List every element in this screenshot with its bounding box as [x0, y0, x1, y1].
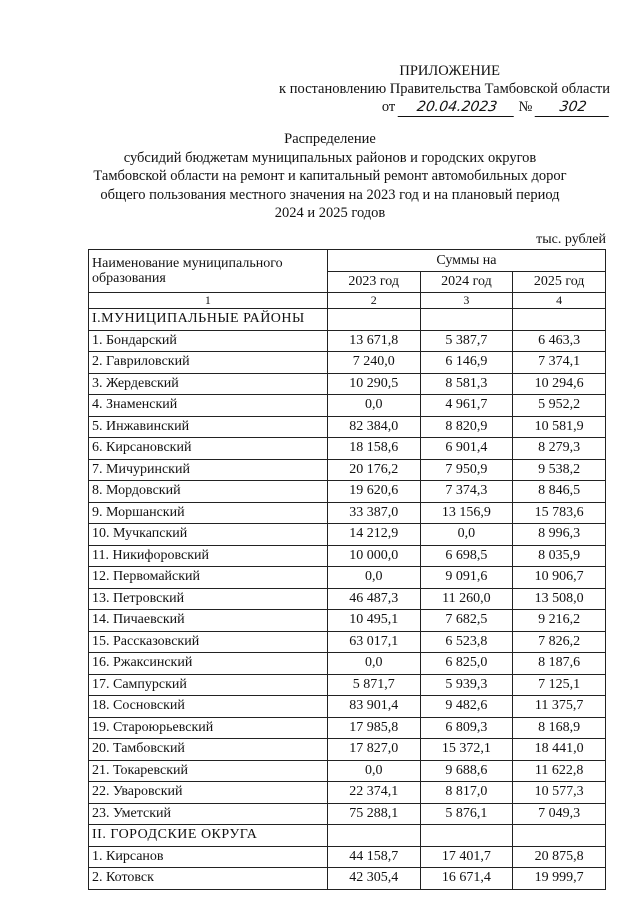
value-2023: 83 901,4: [327, 696, 420, 718]
subsidy-table: [88, 249, 606, 890]
row-name: 8. Мордовский: [89, 481, 328, 503]
row-name: 15. Рассказовский: [89, 631, 328, 653]
table-row: [89, 739, 606, 761]
value-2024: 5 939,3: [420, 674, 513, 696]
heading-line-4: общего пользования местного значения на 2023 год и на плановый период: [100, 186, 560, 203]
table-row: [89, 717, 606, 739]
row-name: 10. Мучкапский: [89, 524, 328, 546]
table-row: [89, 373, 606, 395]
value-2023: 0,0: [327, 567, 420, 589]
table-row: [89, 610, 606, 632]
row-name: 7. Мичуринский: [89, 459, 328, 481]
resolution-date: 20.04.2023: [398, 98, 517, 117]
value-2025: 8 846,5: [513, 481, 606, 503]
row-name: 6. Кирсановский: [89, 438, 328, 460]
col-index-2: 2: [327, 293, 420, 309]
row-name: 2. Котовск: [89, 868, 328, 890]
table-row: [89, 760, 606, 782]
table-row: [89, 459, 606, 481]
row-name: 1. Кирсанов: [89, 846, 328, 868]
value-2025: 7 049,3: [513, 803, 606, 825]
value-2025: 9 538,2: [513, 459, 606, 481]
value-2023: 13 671,8: [327, 330, 420, 352]
row-name: 16. Ржаксинский: [89, 653, 328, 675]
table-row: [89, 782, 606, 804]
value-2025: 9 216,2: [513, 610, 606, 632]
table-row: [89, 502, 606, 524]
value-2024: 8 581,3: [420, 373, 513, 395]
table-row: [89, 481, 606, 503]
value-2023: 5 871,7: [327, 674, 420, 696]
row-name: 1. Бондарский: [89, 330, 328, 352]
section-label: II. ГОРОДСКИЕ ОКРУГА: [89, 825, 328, 847]
table-row: [89, 846, 606, 868]
row-name: 17. Сампурский: [89, 674, 328, 696]
value-2024: 8 817,0: [420, 782, 513, 804]
value-2025: 8 279,3: [513, 438, 606, 460]
row-name: 2. Гавриловский: [89, 352, 328, 374]
empty-cell: [513, 825, 606, 847]
value-2023: 0,0: [327, 760, 420, 782]
value-2024: 16 671,4: [420, 868, 513, 890]
value-2023: 17 985,8: [327, 717, 420, 739]
col-header-name: Наименование муниципального образования: [89, 250, 328, 293]
value-2023: 10 290,5: [327, 373, 420, 395]
value-2024: 6 809,3: [420, 717, 513, 739]
value-2024: 6 901,4: [420, 438, 513, 460]
table-row: [89, 696, 606, 718]
col-header-2023: 2023 год: [327, 271, 420, 293]
value-2023: 20 176,2: [327, 459, 420, 481]
document-heading: [60, 130, 600, 223]
resolution-number: 302: [535, 98, 612, 117]
value-2024: 6 698,5: [420, 545, 513, 567]
value-2023: 18 158,6: [327, 438, 420, 460]
value-2023: 22 374,1: [327, 782, 420, 804]
date-number-line: [279, 98, 610, 117]
value-2025: 10 581,9: [513, 416, 606, 438]
appendix-header: [279, 62, 610, 117]
value-2023: 75 288,1: [327, 803, 420, 825]
value-2025: 20 875,8: [513, 846, 606, 868]
value-2024: 17 401,7: [420, 846, 513, 868]
table-row: [89, 416, 606, 438]
row-name: 23. Уметский: [89, 803, 328, 825]
col-header-2025: 2025 год: [513, 271, 606, 293]
col-header-2024: 2024 год: [420, 271, 513, 293]
table-row: [89, 674, 606, 696]
value-2023: 42 305,4: [327, 868, 420, 890]
value-2024: 11 260,0: [420, 588, 513, 610]
value-2023: 17 827,0: [327, 739, 420, 761]
table-row: [89, 588, 606, 610]
row-name: 13. Петровский: [89, 588, 328, 610]
row-name: 21. Токаревский: [89, 760, 328, 782]
value-2024: 5 387,7: [420, 330, 513, 352]
section-row-districts: [89, 309, 606, 331]
value-2025: 11 622,8: [513, 760, 606, 782]
value-2024: 8 820,9: [420, 416, 513, 438]
row-name: 11. Никифоровский: [89, 545, 328, 567]
value-2024: 9 482,6: [420, 696, 513, 718]
row-name: 3. Жердевский: [89, 373, 328, 395]
heading-line-2: субсидий бюджетам муниципальных районов и городских округов: [123, 149, 537, 166]
value-2023: 33 387,0: [327, 502, 420, 524]
value-2025: 13 508,0: [513, 588, 606, 610]
row-name: 9. Моршанский: [89, 502, 328, 524]
value-2023: 82 384,0: [327, 416, 420, 438]
value-2023: 7 240,0: [327, 352, 420, 374]
value-2025: 10 294,6: [513, 373, 606, 395]
value-2024: 7 950,9: [420, 459, 513, 481]
value-2025: 7 125,1: [513, 674, 606, 696]
section-label: I.МУНИЦИПАЛЬНЫЕ РАЙОНЫ: [89, 309, 328, 331]
value-2024: 13 156,9: [420, 502, 513, 524]
col-index-1: 1: [89, 293, 328, 309]
row-name: 22. Уваровский: [89, 782, 328, 804]
table-row: [89, 330, 606, 352]
value-2023: 10 000,0: [327, 545, 420, 567]
value-2024: 6 146,9: [420, 352, 513, 374]
value-2024: 15 372,1: [420, 739, 513, 761]
number-label: №: [518, 99, 533, 115]
value-2024: 9 688,6: [420, 760, 513, 782]
value-2025: 8 035,9: [513, 545, 606, 567]
value-2025: 11 375,7: [513, 696, 606, 718]
value-2025: 10 577,3: [513, 782, 606, 804]
value-2024: 6 523,8: [420, 631, 513, 653]
table-row: [89, 438, 606, 460]
units-label: тыс. рублей: [536, 232, 606, 247]
table-row: [89, 545, 606, 567]
value-2025: 8 187,6: [513, 653, 606, 675]
table-row: [89, 653, 606, 675]
heading-line-3: Тамбовской области на ремонт и капитальный ремонт автомобильных дорог: [93, 168, 567, 184]
value-2024: 6 825,0: [420, 653, 513, 675]
value-2025: 7 374,1: [513, 352, 606, 374]
empty-cell: [420, 825, 513, 847]
heading-line-5: 2024 и 2025 годов: [274, 205, 386, 221]
value-2023: 10 495,1: [327, 610, 420, 632]
value-2023: 0,0: [327, 653, 420, 675]
heading-line-1: Распределение: [284, 131, 376, 147]
value-2023: 63 017,1: [327, 631, 420, 653]
value-2023: 0,0: [327, 395, 420, 417]
table-row: [89, 524, 606, 546]
value-2025: 5 952,2: [513, 395, 606, 417]
value-2025: 10 906,7: [513, 567, 606, 589]
value-2023: 46 487,3: [327, 588, 420, 610]
empty-cell: [513, 309, 606, 331]
row-name: 19. Староюрьевский: [89, 717, 328, 739]
from-label: от: [381, 99, 396, 115]
value-2023: 14 212,9: [327, 524, 420, 546]
value-2025: 18 441,0: [513, 739, 606, 761]
empty-cell: [327, 825, 420, 847]
value-2025: 15 783,6: [513, 502, 606, 524]
empty-cell: [327, 309, 420, 331]
table-row: [89, 567, 606, 589]
row-name: 18. Сосновский: [89, 696, 328, 718]
value-2025: 8 996,3: [513, 524, 606, 546]
row-name: 12. Первомайский: [89, 567, 328, 589]
value-2023: 44 158,7: [327, 846, 420, 868]
row-name: 5. Инжавинский: [89, 416, 328, 438]
col-index-3: 3: [420, 293, 513, 309]
table-row: [89, 631, 606, 653]
col-index-4: 4: [513, 293, 606, 309]
value-2025: 6 463,3: [513, 330, 606, 352]
value-2024: 5 876,1: [420, 803, 513, 825]
table-row: [89, 803, 606, 825]
table-row: [89, 395, 606, 417]
row-name: 14. Пичаевский: [89, 610, 328, 632]
value-2025: 19 999,7: [513, 868, 606, 890]
value-2024: 7 374,3: [420, 481, 513, 503]
section-row-cities: [89, 825, 606, 847]
value-2023: 19 620,6: [327, 481, 420, 503]
value-2025: 7 826,2: [513, 631, 606, 653]
value-2024: 4 961,7: [420, 395, 513, 417]
empty-cell: [420, 309, 513, 331]
value-2024: 0,0: [420, 524, 513, 546]
table-row: [89, 868, 606, 890]
value-2025: 8 168,9: [513, 717, 606, 739]
col-header-sums: Суммы на: [327, 250, 605, 272]
row-name: 4. Знаменский: [89, 395, 328, 417]
row-name: 20. Тамбовский: [89, 739, 328, 761]
resolution-line: к постановлению Правительства Тамбовской области: [279, 81, 610, 97]
appendix-title: ПРИЛОЖЕНИЕ: [399, 63, 500, 79]
value-2024: 9 091,6: [420, 567, 513, 589]
value-2024: 7 682,5: [420, 610, 513, 632]
table-row: [89, 352, 606, 374]
